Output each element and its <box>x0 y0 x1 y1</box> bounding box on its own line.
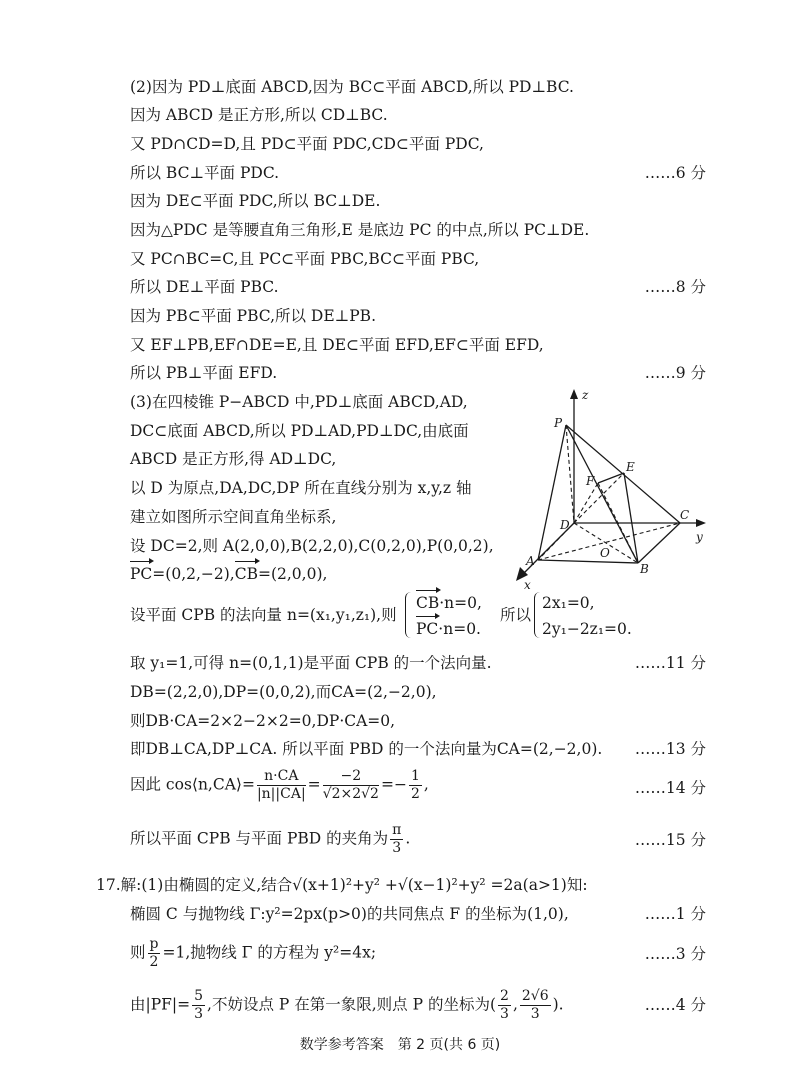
label-z: z <box>582 388 589 402</box>
edge-ab <box>538 560 638 563</box>
score-mark: ……11 分 <box>634 654 706 672</box>
text-fragment: 所以 <box>500 606 532 624</box>
text-line: 则DB·CA=2×2−2×2=0,DP·CA=0, <box>130 712 396 730</box>
equation-row: CB·n=0, <box>416 594 482 612</box>
score-mark: ……4 分 <box>644 996 706 1014</box>
point-line: 由|PF|= $\frac{5}{3}$ ,不妨设点 P 在第一象限,则点 P 的坐标为( $\frac{2}{3}$ , $\frac{2√6}{3}$ ). <box>130 988 564 1022</box>
text-line: 即DB⊥CA,DP⊥CA. 所以平面 PBD 的一个法向量为CA=(2,−2,0). <box>130 740 603 758</box>
text-line: 又 PD∩CD=D,且 PD⊂平面 PDC,CD⊂平面 PDC, <box>130 135 484 153</box>
label-e: E <box>626 460 635 474</box>
label-p: P <box>554 416 563 430</box>
text-line: 因为 DE⊂平面 PDC,所以 BC⊥DE. <box>130 192 381 210</box>
vector-pc: PC <box>130 565 153 583</box>
cosine-line: 因此 cos⟨n,CA⟩= $\frac{n\cdot CA}{|n||CA|}$ = $\frac{-2}{√2\times 2√2}$ =− $\frac{1}{2}$ , <box>130 768 429 802</box>
edge-pd <box>566 425 574 523</box>
text-line: 所以 BC⊥平面 PDC. <box>130 164 280 182</box>
equation-row: 2y₁−2z₁=0. <box>542 620 632 638</box>
label-f: F <box>586 474 595 488</box>
fraction: $\frac{p}{2}$ <box>149 936 159 970</box>
fraction: $\frac{5}{3}$ <box>194 988 204 1022</box>
label-b: B <box>640 562 649 576</box>
text-line: (3)在四棱锥 P−ABCD 中,PD⊥底面 ABCD,AD, <box>130 393 468 411</box>
vector-cb: CB <box>234 565 258 583</box>
text-line: 又 PC∩BC=C,且 PC⊂平面 PBC,BC⊂平面 PBC, <box>130 250 480 268</box>
edge-fe <box>598 473 624 483</box>
label-x: x <box>524 578 531 592</box>
normal-vector-line: 设平面 CPB 的法向量 n=(x₁,y₁,z₁),则 <box>130 606 397 624</box>
label-a: A <box>526 554 535 568</box>
text-line: 取 y₁=1,可得 n=(0,1,1)是平面 CPB 的一个法向量. <box>130 654 492 672</box>
text-line: 设 DC=2,则 A(2,0,0),B(2,2,0),C(0,2,0),P(0,0,2), <box>130 537 494 555</box>
text-line: ABCD 是正方形,得 AD⊥DC, <box>130 450 337 468</box>
text-line: 所以 DE⊥平面 PBC. <box>130 278 279 296</box>
page-footer: 数学参考答案 第 2 页(共 6 页) <box>299 1037 501 1053</box>
score-mark: ……6 分 <box>644 164 706 182</box>
fraction: $\frac{\pi}{3}$ <box>392 822 402 856</box>
equation-row: 2x₁=0, <box>542 594 595 612</box>
text-line: (2)因为 PD⊥底面 ABCD,因为 BC⊂平面 ABCD,所以 PD⊥BC. <box>130 78 574 96</box>
equation-brace <box>405 592 412 638</box>
text-line: 建立如图所示空间直角坐标系, <box>130 508 337 526</box>
edge-pa <box>538 425 566 560</box>
equation-brace <box>534 592 541 638</box>
score-mark: ……9 分 <box>644 364 706 382</box>
equation-row: PC·n=0. <box>416 620 481 638</box>
score-mark: ……15 分 <box>634 831 706 849</box>
text-line: DC⊂底面 ABCD,所以 PD⊥AD,PD⊥DC,由底面 <box>130 422 469 440</box>
score-mark: ……14 分 <box>634 779 706 797</box>
score-mark: ……8 分 <box>644 278 706 296</box>
label-o: O <box>600 546 610 560</box>
angle-line: 所以平面 CPB 与平面 PBD 的夹角为 $\frac{\pi}{3}$ . <box>130 822 411 856</box>
edge-de <box>574 473 624 523</box>
label-c: C <box>680 508 690 522</box>
score-mark: ……13 分 <box>634 740 706 758</box>
label-y: y <box>696 530 703 544</box>
text-line: 因为 PB⊂平面 PBC,所以 DE⊥PB. <box>130 307 376 325</box>
fraction: $\frac{2}{3}$ <box>500 988 509 1022</box>
text-line: DB=(2,2,0),DP=(0,0,2),而CA=(2,−2,0), <box>130 683 437 701</box>
fraction: $\frac{-2}{√2\times 2√2}$ <box>322 768 379 802</box>
fraction: $\frac{n\cdot CA}{|n||CA|}$ <box>256 768 306 802</box>
score-mark: ……1 分 <box>644 905 706 923</box>
text-line: 又 EF⊥PB,EF∩DE=E,且 DE⊂平面 EFD,EF⊂平面 EFD, <box>130 336 544 354</box>
text-line: 椭圆 C 与抛物线 Γ:y²=2px(p>0)的共同焦点 F 的坐标为(1,0), <box>130 905 569 923</box>
text-line: 以 D 为原点,DA,DC,DP 所在直线分别为 x,y,z 轴 <box>130 479 472 497</box>
parabola-line: 则 $\frac{p}{2}$ =1,抛物线 Γ 的方程为 y²=4x; <box>130 936 377 970</box>
edge-bc <box>638 523 680 563</box>
text-line: 因为 ABCD 是正方形,所以 CD⊥BC. <box>130 106 388 124</box>
text-line: 所以 PB⊥平面 EFD. <box>130 364 278 382</box>
pyramid-figure <box>500 385 720 595</box>
text-line: 17.解:(1)由椭圆的定义,结合√(x+1)²+y² +√(x−1)²+y² =2a(a>1)知: <box>96 876 588 894</box>
vector-line: PC=(0,2,−2),CB=(2,0,0), <box>130 565 328 583</box>
fraction: $\frac{2√6}{3}$ <box>521 988 549 1022</box>
text-line: 因为△PDC 是等腰直角三角形,E 是底边 PC 的中点,所以 PC⊥DE. <box>130 221 590 239</box>
label-d: D <box>560 518 570 532</box>
score-mark: ……3 分 <box>644 945 706 963</box>
fraction: $\frac{1}{2}$ <box>410 768 420 802</box>
